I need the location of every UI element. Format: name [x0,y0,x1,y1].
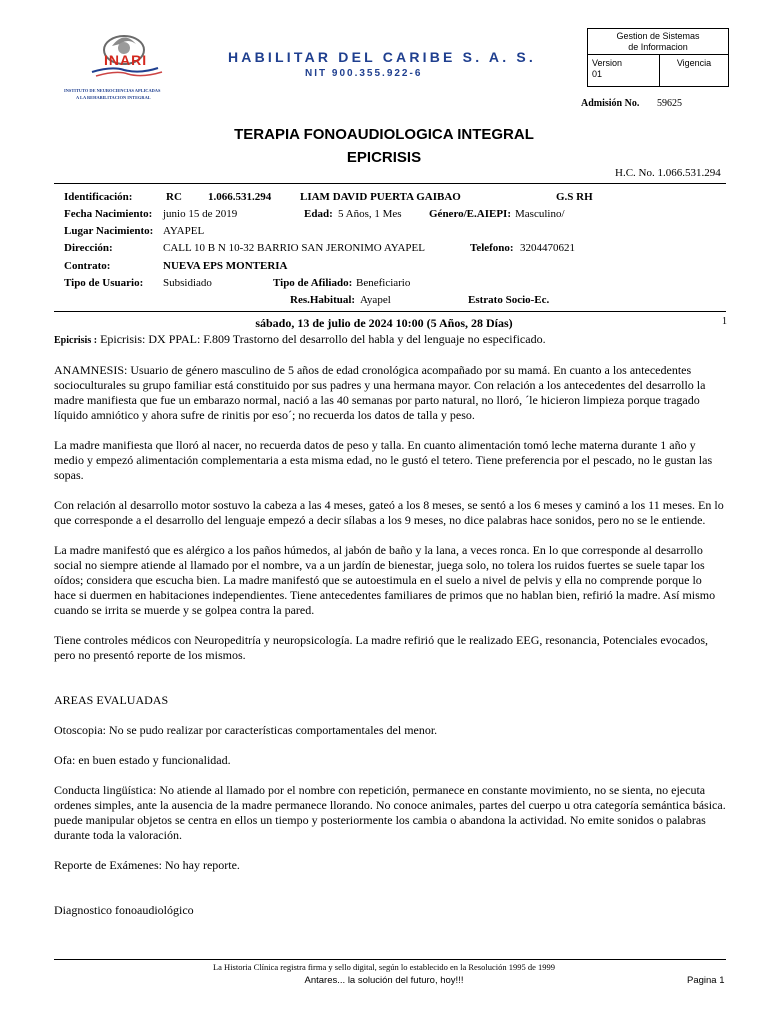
epicrisis-line [54,332,726,348]
otoscopia-paragraph: Otoscopia: No se pudo realizar por características comportamentales del menor. [54,723,438,737]
document-control-box [587,28,729,87]
anamnesis-paragraph: ANAMNESIS: Usuario de género masculino de 5 años de edad cronológica acompañado por su mamá. En cuanto a los antecedentes socioculturales su grupo familiar está constituido por sus padres y una hermana mayor. Con relación a los antecedentes del desarrollo la madre manifiesta que fue un embarazo normal, nació a las 40 semanas por parto natural, no lloró, ´le hicieron limpieza porque tragado líquido amniótico y ahora sufre de rinitis por eso´; no recuerda los datos de talla y peso. [54,363,706,422]
vigencia-label: Vigencia [676,58,712,68]
version-value: 01 [592,69,603,79]
logo-text: INARI [104,52,148,68]
footer-divider [54,959,726,960]
medical-controls-paragraph: Tiene controles médicos con Neuropeditría y neuropsicología. La madre refirió que le realizado EEG, resonancia, Potenciales evocados, pero no presentó reporte de los mismos. [54,633,708,662]
reporte-paragraph: Reporte de Exámenes: No hay reporte. [54,858,240,872]
ofa-paragraph: Ofa: en buen estado y funcionalidad. [54,753,231,767]
affiliate-value: Beneficiario [356,277,411,289]
address-value: CALL 10 B N 10-32 BARRIO SAN JERONIMO AYAPEL [163,242,425,254]
session-page-marker: 1 [722,316,727,327]
user-type-value: Subsidiado [163,277,212,289]
areas-heading: AREAS EVALUADAS [54,693,169,707]
session-date: sábado, 13 de julio de 2024 10:00 (5 Años, 28 Días) [255,316,513,330]
address-label: Dirección: [64,242,113,254]
footer-slogan: Antares... la solución del futuro, hoy!!! [304,975,464,986]
id-type: RC [166,191,182,203]
gs-title-line-1: Gestion de Sistemas [616,31,700,41]
patient-name: LIAM DAVID PUERTA GAIBAO [300,191,461,203]
id-label: Identificación: [64,191,133,203]
gs-title [588,29,728,55]
birth-value: junio 15 de 2019 [163,208,238,220]
phone-label: Telefono: [470,242,514,254]
admision-value: 59625 [657,98,682,109]
footer-note: La Historia Clínica registra firma y sello digital, según lo establecido en la Resolución 1995 de 1999 [212,962,556,972]
age-value: 5 Años, 1 Mes [338,208,402,220]
contract-value: NUEVA EPS MONTERIA [163,260,288,272]
conducta-paragraph: Conducta lingüística: No atiende al llamado por el nombre con repetición, permanece en constante movimiento, no se sienta, no ejecuta ordenes simples, ante la ausencia de la madre permanece llorando. No conoce animales, partes del cuerpo u otra categoría semántica básica. puede manipular objetos se centra en ellos un tiempo y posteriormente los cambia o abandona la actividad. No emite sonidos o palabras durante toda la valoración. [54,783,726,842]
social-paragraph: La madre manifestó que es alérgico a los paños húmedos, al jabón de baño y la lana, a veces ronca. En lo que corresponde al desarrollo social no siempre atiende al llamado por el nombre, va a un jardín de bienestar, juega solo, no tolera los ruidos fuertes se suele tapar los oídos; considera que escucha bien. La madre manifestó que se autoestimula en el suelo a nivel de pelvis y ella no comprende porque lo hace si duermen en habitaciones independientes. Tiene antecedentes familiares de primos que no hablan bien, refirió la madre. Así mismo cuando se irrita se muerde y se golpea contra la pared. [54,543,716,617]
logo-subtitle-2: A LA REHABILITACION INTEGRAL [76,95,151,100]
company-nit: NIT 900.355.922-6 [305,68,423,79]
residence-label: Res.Habitual: [290,294,356,306]
version-label: Version [592,58,623,68]
version-cell [588,55,660,86]
affiliate-label: Tipo de Afiliado: [273,277,353,289]
birth-label: Fecha Nacimiento: [64,208,153,220]
age-label: Edad: [304,208,333,220]
diagnostico-heading: Diagnostico fonoaudiológico [54,903,194,917]
birthplace-value: AYAPEL [163,225,205,237]
footer-page-number: Pagina 1 [687,975,725,986]
stratum-label: Estrato Socio-Ec. [468,294,550,306]
admision-label: Admisión No. [581,98,640,109]
hc-number: H.C. No. 1.066.531.294 [615,167,721,179]
patient-divider [54,311,726,312]
header-divider [54,183,726,184]
inari-logo [62,26,182,106]
gender-value: Masculino/ [515,208,565,220]
residence-value: Ayapel [360,294,391,306]
user-type-label: Tipo de Usuario: [64,277,144,289]
epicrisis-text: Epicrisis: DX PPAL: F.809 Trastorno del desarrollo del habla y del lenguaje no especificado. [100,332,546,346]
id-number: 1.066.531.294 [208,191,272,203]
phone-value: 3204470621 [520,242,575,254]
development-paragraph: Con relación al desarrollo motor sostuvo la cabeza a las 4 meses, gateó a los 8 meses, se sentó a los 6 meses y caminó a los 11 meses. En lo que corresponde a el desarrollo del lenguaje empezó a decir sílabas a los 9 meses, no dice palabras hace sonidos, pero no se le entiende. [54,498,724,527]
birthplace-label: Lugar Nacimiento: [64,225,154,237]
vigencia-cell [660,55,728,86]
page-title: TERAPIA FONOAUDIOLOGICA INTEGRAL [234,126,534,143]
logo-subtitle-1: INSTITUTO DE NEUROCIENCIAS APLICADAS [64,88,161,93]
gs-title-line-2: de Informacion [628,42,688,52]
gender-label: Género/E.AIEPI: [429,208,511,220]
gsrh-label: G.S RH [556,191,593,203]
epicrisis-label: Epicrisis : [54,335,98,346]
epicrisis-body [54,332,726,918]
page-subtitle: EPICRISIS [346,149,422,166]
company-name: HABILITAR DEL CARIBE S. A. S. [228,49,536,65]
contract-label: Contrato: [64,260,111,272]
feeding-paragraph: La madre manifiesta que lloró al nacer, no recuerda datos de peso y talla. En cuanto alimentación tomó leche materna durante 1 año y medio y empezó alimentación complementaria a esta misma edad, no le gustó el tetero. Tiene preferencia por el pescado, no le gustan las sopas. [54,438,713,482]
